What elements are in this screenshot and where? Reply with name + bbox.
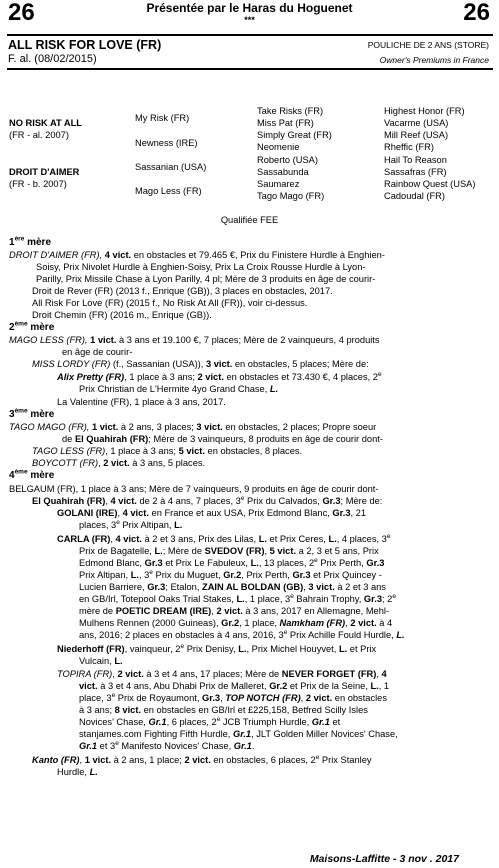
gen3-8: Tago Mago (FR) <box>257 191 325 201</box>
produce-line: ans, 2016; 2 places en obstacles à 4 ans, 2016, 3e Prix Achille Fould Hurdle, L. <box>79 628 405 640</box>
gen2-4: Mago Less (FR) <box>135 186 202 196</box>
first-dam-line: DROIT D'AIMER (FR), 4 vict. en obstacles et 79.465 €, Prix du Finistere Hurdle à Enghien- <box>9 250 385 260</box>
owner-premium: Owner's Premiums in France <box>379 55 489 65</box>
horse-type: POULICHE DE 2 ANS (STORE) <box>367 40 489 50</box>
lot-number-right: 26 <box>463 0 490 26</box>
produce-line: El Quahirah (FR), 4 vict. de 2 à 4 ans, 7 places, 3e Prix du Calvados, Gr.3; Mère de: <box>32 494 383 506</box>
produce-line: Edmond Blanc, Gr.3 et Prix Le Fabuleux, L., 13 places, 2e Prix Perth, Gr.3 <box>79 556 385 568</box>
presenter: Présentée par le Haras du Hoguenet <box>146 1 353 15</box>
gen4-6: Sassafras (FR) <box>384 167 447 177</box>
second-dam-line: MAGO LESS (FR), 1 vict. à 3 ans et 19.100 €, 7 places; Mère de 2 vainqueurs, 4 produits <box>9 335 380 345</box>
produce-line: Droit de Rever (FR) (2013 f., Enrique (GB)), 3 places en obstacles, 2017. <box>32 286 333 296</box>
gen4-1: Highest Honor (FR) <box>384 106 465 116</box>
produce-line: Lucien Barriere, Gr.3; Etalon, ZAIN AL BOLDAN (GB), 3 vict. à 2 et 3 ans <box>79 582 386 592</box>
produce-line: TOPIRA (FR), 2 vict. à 3 et 4 ans, 17 places; Mère de NEVER FORGET (FR), 4 <box>57 669 387 679</box>
dam-heading-2: 2ème mère <box>9 320 55 333</box>
qualification: Qualifiée FEE <box>220 215 279 225</box>
gen4-2: Vacarme (USA) <box>384 118 449 128</box>
second-dam-line: en âge de courir- <box>62 347 133 357</box>
dam-heading-4: 4ème mère <box>9 468 55 481</box>
gen4-3: Mill Reef (USA) <box>384 130 449 140</box>
produce-line: Novices' Chase, Gr.1, 6 places, 2e JCB Triumph Hurdle, Gr.1 et <box>79 715 341 727</box>
gen2-1: My Risk (FR) <box>135 113 190 123</box>
produce-line: Mulhens Rennen (2000 Guineas), Gr.2, 1 place, Namkham (FR), 2 vict. à 4 <box>79 618 393 628</box>
sire: NO RISK AT ALL <box>9 118 82 128</box>
dam-heading-3: 3ème mère <box>9 407 55 420</box>
gen3-5: Roberto (USA) <box>257 155 318 165</box>
produce-line: MISS LORDY (FR) (f., Sassanian (USA)), 3 vict. en obstacles, 5 places; Mère de: <box>32 359 369 369</box>
gen3-6: Sassabunda <box>257 167 309 177</box>
produce-line: Alix Pretty (FR), 1 place à 3 ans; 2 vict. en obstacles et 73.430 €, 4 places, 2e <box>57 370 382 382</box>
produce-line: vict. à 3 et 4 ans, Abu Dhabi Prix de Malleret, Gr.2 et Prix de la Seine, L., 1 <box>79 681 390 691</box>
gen4-5: Hail To Reason <box>384 155 447 165</box>
produce-line: Droit Chemin (FR) (2016 m., Enrique (GB)). <box>32 310 212 320</box>
gen2-3: Sassanian (USA) <box>135 162 207 172</box>
produce-line: mère de POETIC DREAM (IRE), 2 vict. à 3 ans, 2017 en Allemagne, Mehl- <box>79 606 390 616</box>
first-dam-line: Parilly, Prix Missile Chase à Lyon Parilly, 4 pl; Mère de 3 produits en âge de courir- <box>36 274 376 284</box>
produce-line: BOYCOTT (FR), 2 vict. à 3 ans, 5 places. <box>32 458 206 468</box>
produce-line: All Risk For Love (FR) (2015 f., No Risk At All (FR)), voir ci-dessus. <box>32 298 308 308</box>
dam-name <box>9 167 79 178</box>
produce-line: CARLA (FR), 4 vict. à 2 et 3 ans, Prix des Lilas, L. et Prix Ceres, L., 4 places, 3e <box>57 532 391 544</box>
produce-line: à 3 ans; 8 vict. en obstacles en GB/Irl et £225,158, Betfred Scilly Isles <box>79 705 368 715</box>
gen4-8: Cadoudal (FR) <box>384 191 445 201</box>
third-dam-line: TAGO MAGO (FR), 1 vict. à 2 ans, 3 places; 3 vict. en obstacles, 2 places; Propre soeur <box>9 422 377 432</box>
footer-sale-info: Maisons-Laffitte - 3 nov . 2017 <box>309 853 459 865</box>
horse-box <box>7 34 493 70</box>
dam-info: (FR - b. 2007) <box>9 179 67 189</box>
produce-line: Prix Altipan, L., 3e Prix du Muguet, Gr.2, Prix Perth, Gr.3 et Prix Quincey - <box>79 568 382 580</box>
gen2-2: Newness (IRE) <box>135 138 198 148</box>
dam-heading-1: 1ère mère <box>9 235 52 248</box>
first-dam-line: Soisy, Prix Nivolet Hurdle à Enghien-Soisy, Prix La Croix Rousse Hurdle à Lyon- <box>36 262 366 272</box>
lot-number-left: 26 <box>8 0 35 26</box>
produce-line: Hurdle, L. <box>57 767 98 777</box>
produce-line: GOLANI (IRE), 4 vict. en France et aux USA, Prix Edmond Blanc, Gr.3, 21 <box>57 508 367 518</box>
gen3-3: Simply Great (FR) <box>257 130 332 140</box>
produce-line: Vulcain, L. <box>79 656 123 666</box>
gen4-7: Rainbow Quest (USA) <box>384 179 476 189</box>
produce-line: places, 3e Prix Altipan, L. <box>79 518 183 530</box>
gen3-4: Neomenie <box>257 142 300 152</box>
produce-line: La Valentine (FR), 1 place à 3 ans, 2017. <box>57 397 226 407</box>
produce-line: place, 3e Prix de Royaumont, Gr.3, TOP NOTCH (FR), 2 vict. en obstacles <box>79 691 387 703</box>
produce-line: Prix de Bagatelle, L.; Mère de SVEDOV (FR), 5 vict. a 2, 3 et 5 ans, Prix <box>79 546 379 556</box>
produce-line: stanjames.com Fighting Fifth Hurdle, Gr.1, JLT Golden Miller Novices' Chase, <box>79 729 398 739</box>
gen3-7: Saumarez <box>257 179 300 189</box>
sire-info: (FR - al. 2007) <box>9 130 69 140</box>
horse-name: ALL RISK FOR LOVE (FR) <box>8 38 162 52</box>
sire-name <box>9 118 82 129</box>
fourth-dam-line: BELGAUM (FR), 1 place à 3 ans; Mère de 7 vainqueurs, 9 produits en âge de courir dont- <box>9 484 379 494</box>
dam: DROIT D'AIMER <box>9 167 80 177</box>
gen3-1: Take Risks (FR) <box>257 106 324 116</box>
produce-line: Prix Christian de L'Hermite 4yo Grand Chase, L. <box>79 384 279 394</box>
produce-line: Gr.1 et 3e Manifesto Novices' Chase, Gr.1. <box>79 739 255 751</box>
produce-line: en GB/Irl, Totepool Oaks Trial Stakes, L., 1 place, 3e Bahrain Trophy, Gr.3; 2e <box>79 592 396 604</box>
produce-line: TAGO LESS (FR), 1 place à 3 ans; 5 vict. en obstacles, 8 places. <box>32 446 303 456</box>
produce-line: Niederhoff (FR), vainqueur, 2e Prix Denisy, L., Prix Michel Houyvet, L. et Prix <box>57 642 377 654</box>
gen4-4: Rheffic (FR) <box>384 142 434 152</box>
third-dam-line: de El Quahirah (FR); Mère de 3 vainqueurs, 8 produits en âge de courir dont- <box>62 434 383 444</box>
horse-details: F. al. (08/02/2015) <box>8 53 97 65</box>
stars: *** <box>244 15 255 25</box>
produce-line: Kanto (FR), 1 vict. à 2 ans, 1 place; 2 vict. en obstacles, 6 places, 2e Prix Stanley <box>32 753 372 765</box>
gen3-2: Miss Pat (FR) <box>257 118 314 128</box>
